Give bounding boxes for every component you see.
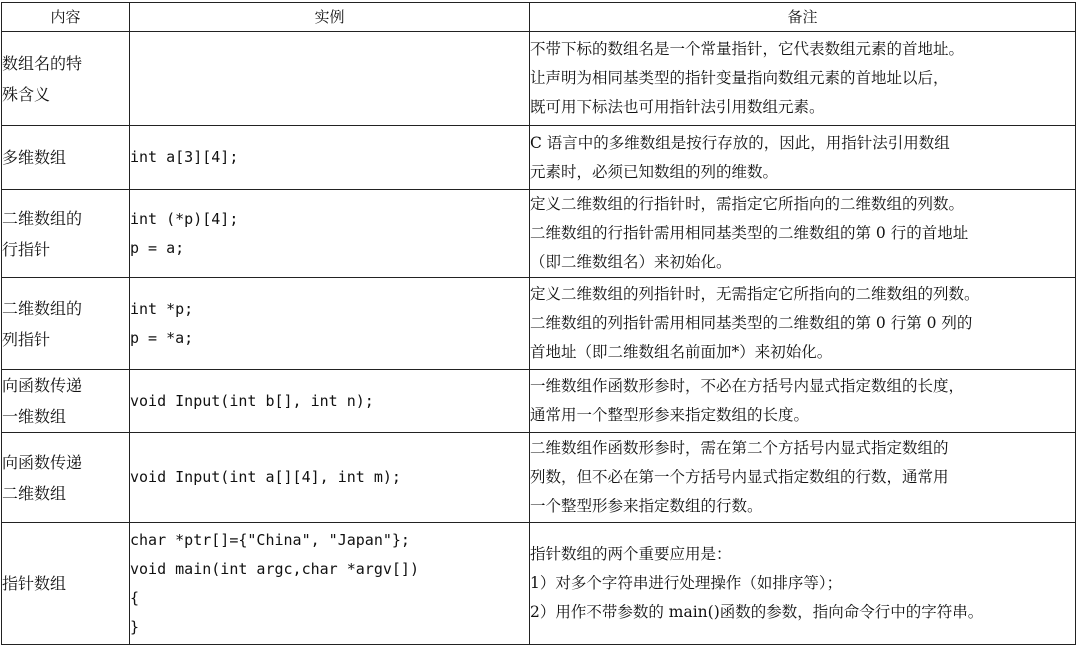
- topic-cell: [2, 433, 130, 523]
- topic-cell: [2, 32, 130, 126]
- code-line: }: [130, 617, 140, 636]
- remark-line: 二维数组作函数形参时，需在第二个方括号内显式指定数组的: [530, 439, 949, 457]
- topic-cell: [2, 190, 130, 278]
- topic-cell: [2, 523, 130, 645]
- table-row: [2, 126, 1076, 190]
- code-line: char *ptr[]={"China", "Japan"};: [130, 530, 410, 549]
- code-line: int (*p)[4];: [130, 209, 239, 228]
- remark-line: 指针数组的两个重要应用是：: [530, 545, 732, 563]
- example-cell: [130, 126, 530, 190]
- remark-line: 2）用作不带参数的 main()函数的参数，指向命令行中的字符串。: [530, 603, 984, 621]
- remark-line: （即二维数组名）来初始化。: [530, 253, 732, 271]
- remark-line: 列数，但不必在第一个方括号内显式指定数组的行数，通常用: [530, 468, 949, 486]
- example-cell: [130, 433, 530, 523]
- topic-cell: [2, 278, 130, 370]
- topic-line: 殊含义: [2, 84, 51, 104]
- table-row: [2, 278, 1076, 370]
- code-line: void main(int argc,char *argv[]): [130, 559, 419, 578]
- table-row: [2, 370, 1076, 433]
- topic-line: 二维数组的: [2, 298, 83, 318]
- remark-cell: [530, 278, 1076, 370]
- example-cell: [130, 278, 530, 370]
- remark-line: 元素时，必须已知数组的列的维数。: [530, 162, 779, 181]
- code-line: void Input(int b[], int n);: [130, 391, 374, 410]
- code-line: p = a;: [130, 238, 185, 257]
- topic-line: 向函数传递: [2, 452, 83, 472]
- header-example: 实例: [130, 3, 530, 32]
- remark-line: 首地址（即二维数组名前面加*）来初始化。: [530, 343, 833, 361]
- code-line: p = *a;: [130, 328, 194, 347]
- code-line: int *p;: [130, 299, 194, 318]
- topic-line: 一维数组: [2, 407, 67, 426]
- remark-line: 定义二维数组的列指针时，无需指定它所指向的二维数组的列数。: [530, 285, 980, 303]
- remark-line: C 语言中的多维数组是按行存放的，因此，用指针法引用数组: [530, 133, 950, 152]
- example-cell: [130, 190, 530, 278]
- remark-line: 二维数组的列指针需用相同基类型的二维数组的第 0 行第 0 列的: [530, 314, 973, 332]
- example-cell: [130, 370, 530, 433]
- pointer-array-summary-table: [1, 2, 1076, 645]
- code-line: {: [130, 588, 140, 607]
- remark-cell: [530, 523, 1076, 645]
- remark-line: 一个整型形参来指定数组的行数。: [530, 497, 763, 515]
- topic-line: 多维数组: [2, 148, 67, 167]
- topic-line: 向函数传递: [2, 376, 83, 395]
- remark-line: 既可用下标法也可用指针法引用数组元素。: [530, 98, 825, 116]
- remark-line: 二维数组的行指针需用相同基类型的二维数组的第 0 行的首地址: [530, 224, 969, 242]
- header-remark: 备注: [530, 3, 1076, 32]
- example-cell: [130, 32, 530, 126]
- topic-line: 指针数组: [2, 574, 67, 593]
- topic-line: 行指针: [2, 239, 51, 259]
- remark-line: 通常用一个整型形参来指定数组的长度。: [530, 406, 810, 424]
- code-line: int a[3][4];: [130, 148, 239, 166]
- table-row: [2, 190, 1076, 278]
- remark-line: 不带下标的数组名是一个常量指针，它代表数组元素的首地址。: [530, 40, 965, 58]
- remark-cell: [530, 126, 1076, 190]
- table-row: [2, 32, 1076, 126]
- topic-cell: [2, 370, 130, 433]
- topic-line: 列指针: [2, 329, 51, 349]
- remark-cell: [530, 370, 1076, 433]
- remark-line: 让声明为相同基类型的指针变量指向数组元素的首地址以后，: [530, 69, 949, 87]
- header-topic: 内容: [2, 3, 130, 32]
- remark-cell: [530, 190, 1076, 278]
- code-line: void Input(int a[][4], int m);: [130, 468, 401, 486]
- remark-cell: [530, 433, 1076, 523]
- table-row: [2, 523, 1076, 645]
- topic-line: 二维数组: [2, 483, 67, 503]
- header-row: [2, 3, 1076, 32]
- topic-cell: [2, 126, 130, 190]
- table-row: [2, 433, 1076, 523]
- topic-line: 数组名的特: [2, 53, 83, 73]
- remark-line: 一维数组作函数形参时，不必在方括号内显式指定数组的长度，: [530, 377, 965, 395]
- example-cell: [130, 523, 530, 645]
- remark-cell: [530, 32, 1076, 126]
- topic-line: 二维数组的: [2, 208, 83, 228]
- remark-line: 定义二维数组的行指针时，需指定它所指向的二维数组的列数。: [530, 195, 965, 213]
- remark-line: 1）对多个字符串进行处理操作（如排序等）；: [530, 574, 843, 592]
